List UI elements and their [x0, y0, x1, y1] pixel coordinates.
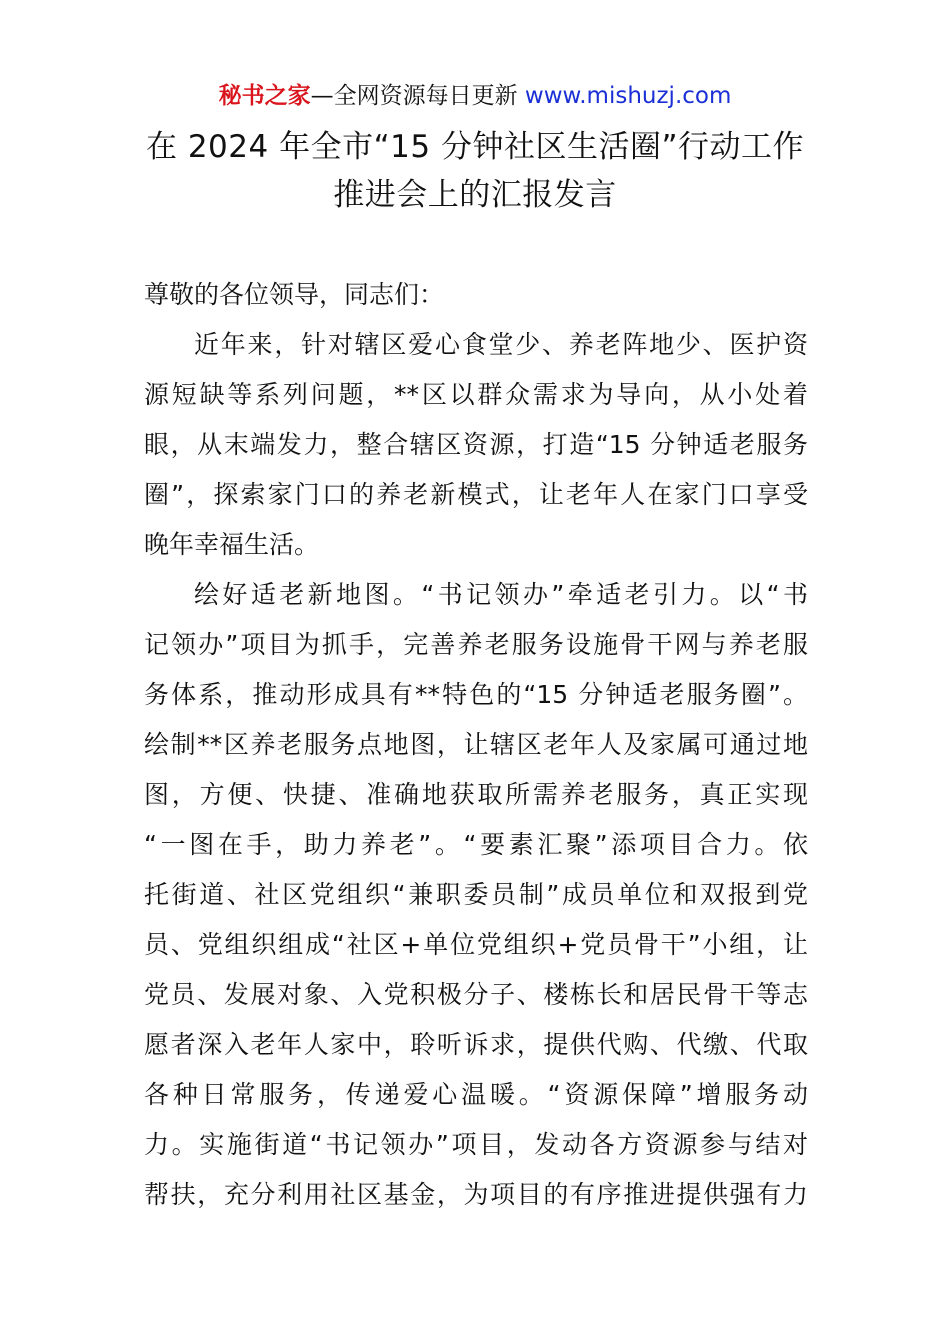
document-title-line-1: 在 2024 年全市“15 分钟社区生活圈”行动工作 [145, 129, 805, 165]
paragraph-1-line: 圈”，探索家门口的养老新模式，让老年人在家门口享受 [144, 480, 808, 509]
banner-url[interactable]: www.mishuzj.com [524, 83, 732, 109]
document-body [144, 270, 808, 1220]
paragraph-1-line: 晚年幸福生活。 [144, 530, 320, 559]
paragraph-2-line: 力。实施街道“书记领办”项目，发动各方资源参与结对 [144, 1130, 808, 1159]
paragraph-1-line: 源短缺等系列问题，**区以群众需求为导向，从小处着 [144, 380, 808, 409]
paragraph-2-line: 务体系，推动形成具有**特色的“15 分钟适老服务圈”。 [144, 680, 808, 709]
banner-tagline: —全网资源每日更新 [310, 83, 525, 109]
paragraph-1-line: 近年来，针对辖区爱心食堂少、养老阵地少、医护资 [194, 330, 808, 359]
site-banner [0, 80, 950, 112]
paragraph-2-line: 愿者深入老年人家中，聆听诉求，提供代购、代缴、代取 [144, 1030, 808, 1059]
paragraph-2-line: 各种日常服务，传递爱心温暖。“资源保障”增服务动 [144, 1080, 808, 1109]
paragraph-2-line: “一图在手，助力养老”。“要素汇聚”添项目合力。依 [144, 830, 808, 859]
document-title-line-2: 推进会上的汇报发言 [333, 177, 617, 213]
paragraph-2-line: 绘制**区养老服务点地图，让辖区老年人及家属可通过地 [144, 730, 808, 759]
paragraph-2-line: 帮扶，充分利用社区基金，为项目的有序推进提供强有力 [144, 1180, 808, 1209]
banner-brand: 秘书之家 [218, 83, 311, 109]
paragraph-2-line: 员、党组织组成“社区+单位党组织+党员骨干”小组，让 [144, 930, 808, 959]
paragraph-2-line: 绘好适老新地图。“书记领办”牵适老引力。以“书 [194, 580, 808, 609]
salutation: 尊敬的各位领导，同志们： [144, 280, 445, 309]
paragraph-1-line: 眼，从末端发力，整合辖区资源，打造“15 分钟适老服务 [144, 430, 808, 459]
paragraph-2-line: 图，方便、快捷、准确地获取所需养老服务，真正实现 [144, 780, 808, 809]
paragraph-2-line: 记领办”项目为抓手，完善养老服务设施骨干网与养老服 [144, 630, 808, 659]
paragraph-2-line: 党员、发展对象、入党积极分子、楼栋长和居民骨干等志 [144, 980, 808, 1009]
paragraph-2-line: 托街道、社区党组织“兼职委员制”成员单位和双报到党 [144, 880, 808, 909]
